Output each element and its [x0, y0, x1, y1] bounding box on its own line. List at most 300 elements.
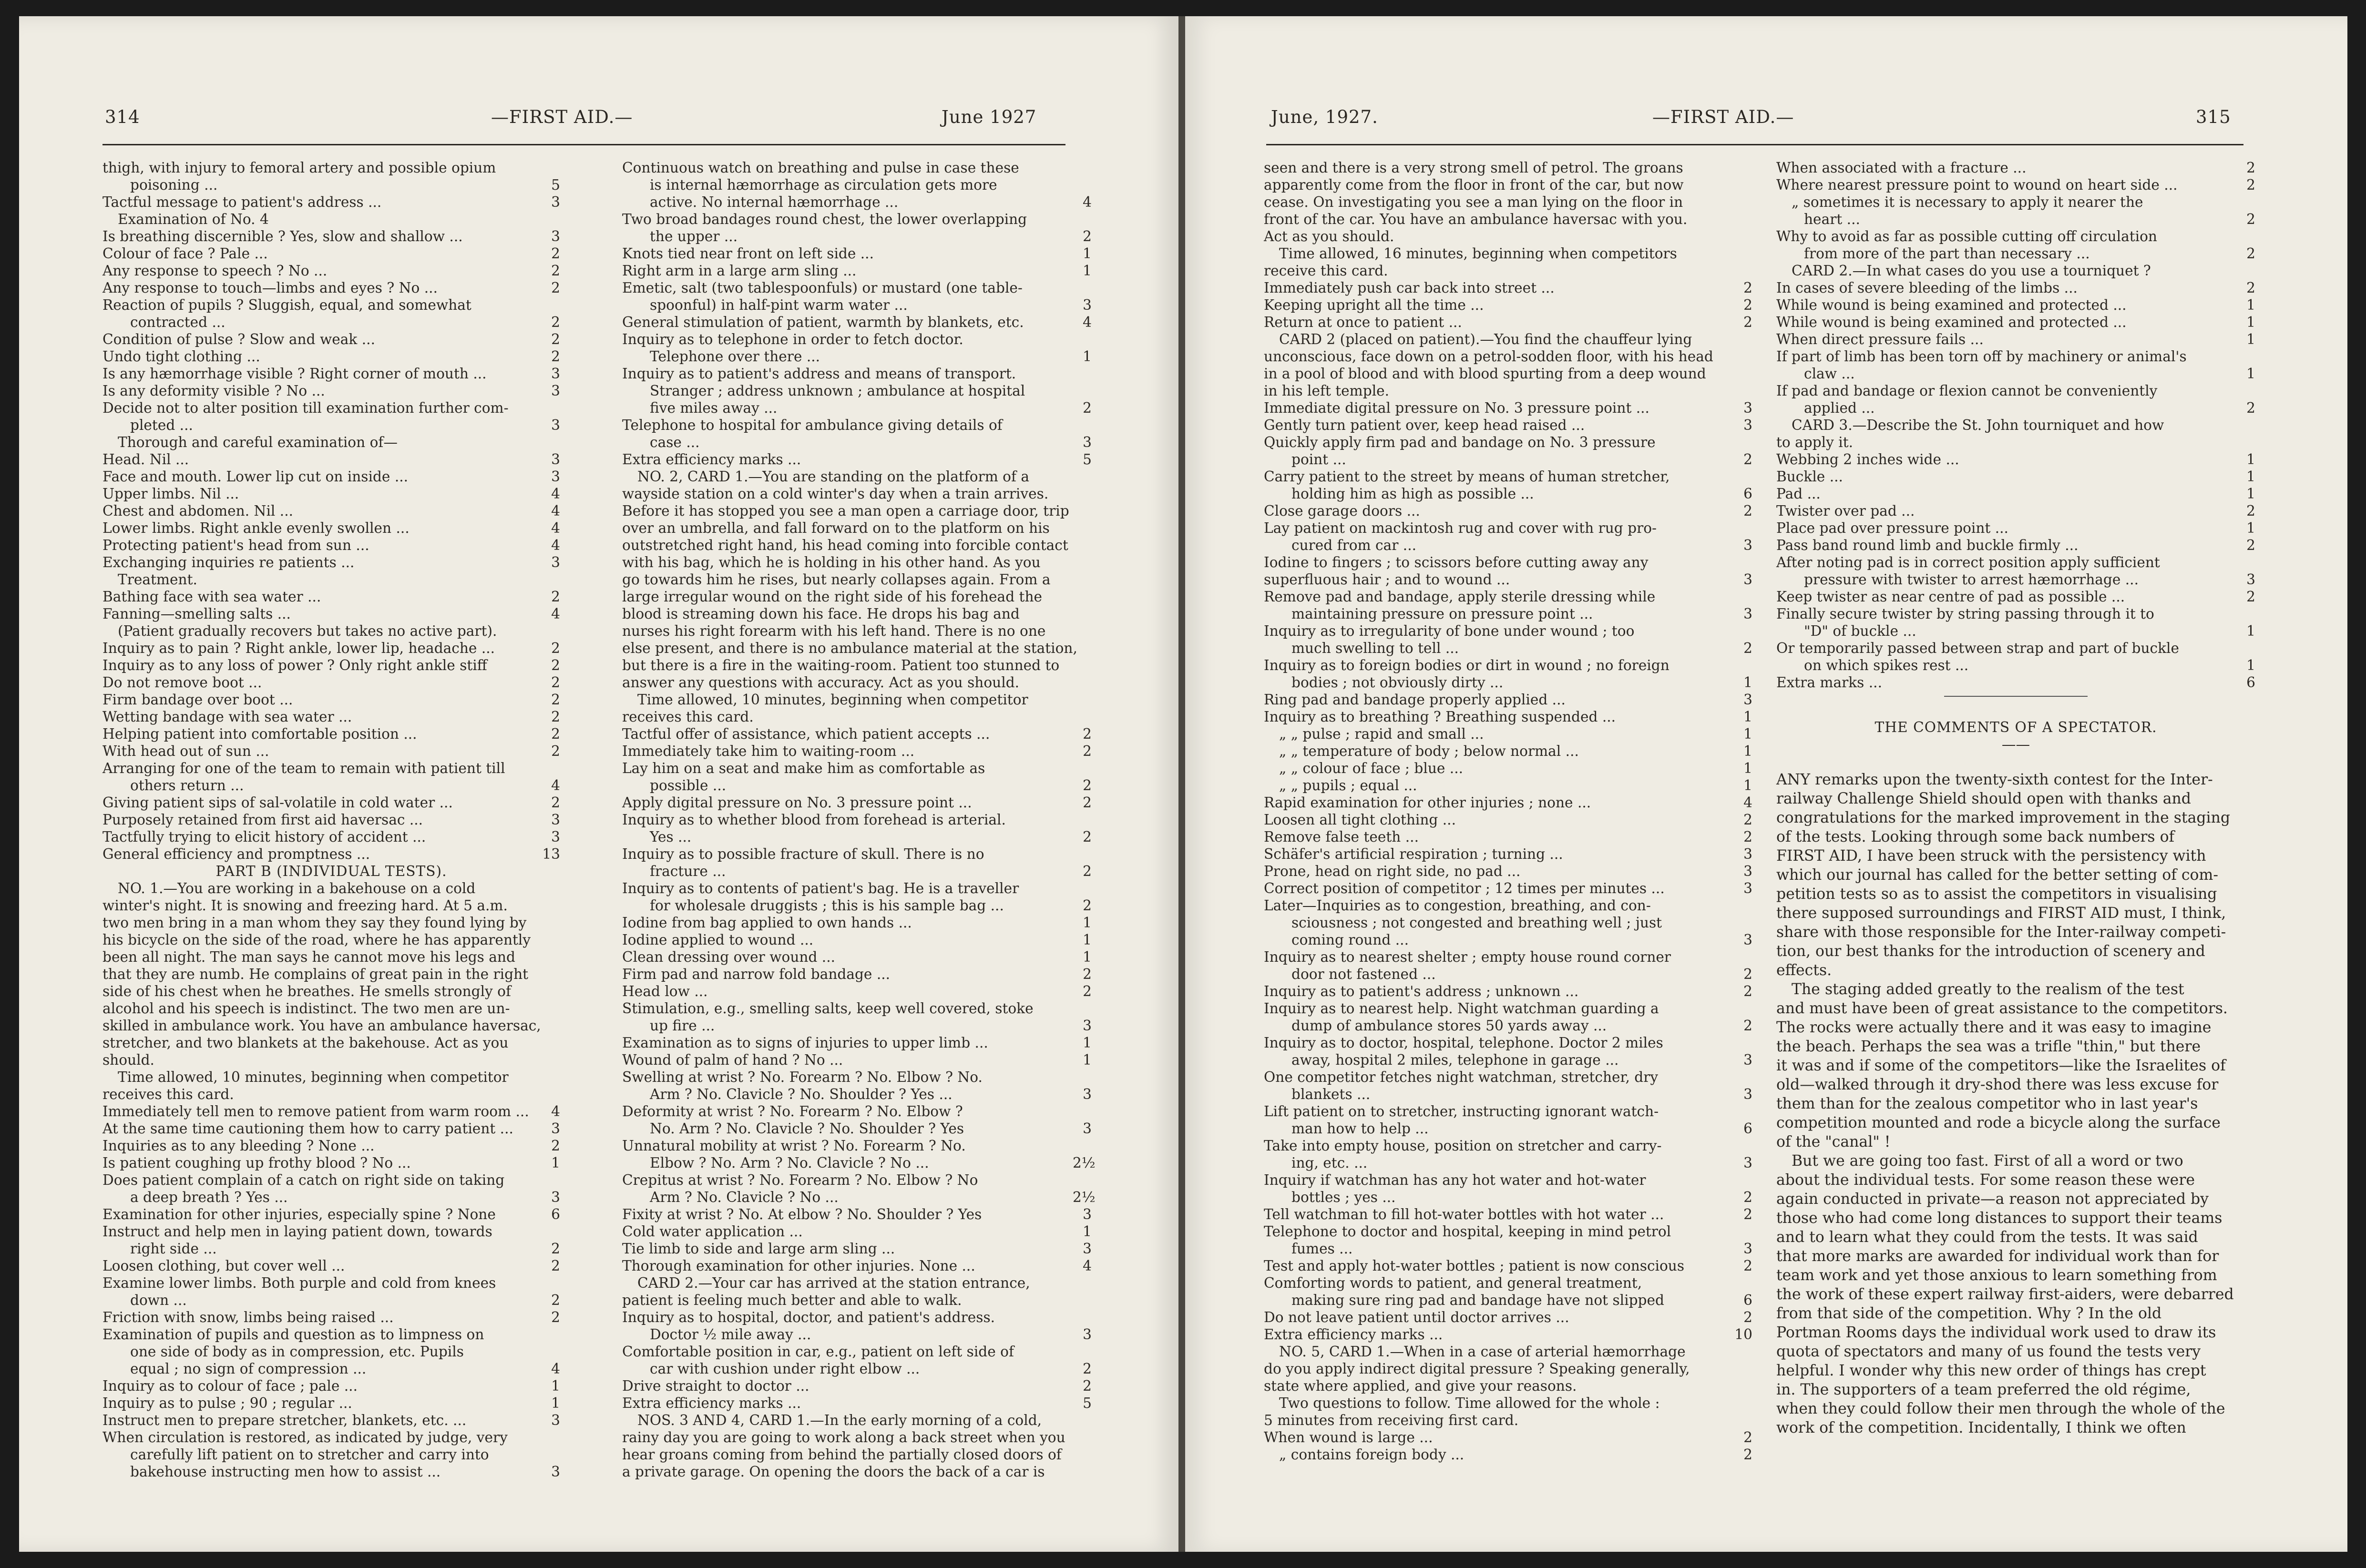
text-line	[622, 537, 1092, 554]
text-line	[1264, 588, 1752, 605]
text-line	[1264, 159, 1752, 176]
marks-value: 3	[1733, 537, 1752, 554]
text-line	[1776, 980, 2255, 999]
marks-value: 2	[541, 725, 560, 743]
marks-value: 2	[541, 1292, 560, 1309]
text-line	[1776, 622, 2255, 640]
marks-value: 6	[2236, 674, 2255, 691]
text-line	[1776, 468, 2255, 485]
text-line	[622, 914, 1092, 931]
line-text: Remove pad and bandage, apply sterile dressing while	[1264, 589, 1656, 605]
line-text: Gently turn patient over, keep head raised ...	[1264, 417, 1585, 433]
line-text: the work of these expert railway first-aiders, were debarred	[1776, 1286, 2234, 1303]
marks-value: 5	[1073, 1395, 1092, 1412]
line-text: CARD 2.—Your car has arrived at the station entrance,	[637, 1275, 1030, 1291]
text-line	[1776, 1361, 2255, 1380]
line-text: Tactfully trying to elicit history of accident ...	[102, 829, 426, 845]
marks-value: 2	[1073, 863, 1092, 880]
line-text: „ „ temperature of body ; below normal ...	[1279, 743, 1579, 759]
text-line	[1264, 468, 1752, 485]
marks-value: 1	[2236, 365, 2255, 382]
line-text: One competitor fetches night watchman, stretcher, dry	[1264, 1069, 1659, 1085]
line-text: Fanning—smelling salts ...	[102, 606, 291, 622]
line-text: Emetic, salt (two tablespoonfuls) or mustard (one table-	[622, 280, 1023, 296]
text-line	[1264, 365, 1752, 382]
line-text: Do not leave patient until doctor arrives ...	[1264, 1309, 1569, 1325]
line-text: Return at once to patient ...	[1264, 314, 1462, 330]
text-line	[622, 211, 1092, 228]
text-line	[102, 691, 560, 708]
text-line	[102, 1120, 560, 1137]
marks-value: 3	[1733, 1154, 1752, 1171]
line-text: else present, and there is no ambulance material at the station,	[622, 640, 1077, 656]
line-text: competition mounted and rode a bicycle along the surface	[1776, 1114, 2221, 1131]
text-line	[1264, 897, 1752, 914]
text-line	[1264, 245, 1752, 262]
marks-value: 1	[1073, 1051, 1092, 1069]
text-line	[102, 382, 560, 399]
line-text: Inquiry as to pain ? Right ankle, lower lip, headache ...	[102, 640, 495, 656]
text-line	[1264, 708, 1752, 725]
marks-value: 2	[1733, 1206, 1752, 1223]
line-text: Place pad over pressure point ...	[1776, 520, 2008, 536]
marks-value: 6	[1733, 485, 1752, 502]
marks-value: 4	[1073, 314, 1092, 331]
line-text: „ „ pulse ; rapid and small ...	[1279, 726, 1484, 742]
line-text: of the "canal" !	[1776, 1133, 1891, 1151]
marks-value: 2	[541, 245, 560, 262]
line-text: Two broad bandages round chest, the lower overlapping	[622, 211, 1027, 227]
text-line	[102, 1000, 560, 1017]
line-text: tion, our best thanks for the introduction of scenery and	[1776, 943, 2205, 960]
marks-value: 2	[1073, 828, 1092, 845]
line-text: Later—Inquiries as to congestion, breathing, and con-	[1264, 897, 1651, 914]
text-line	[102, 1309, 560, 1326]
marks-value: 3	[1733, 417, 1752, 434]
marks-value: 3	[2236, 571, 2255, 588]
marks-value: 1	[1073, 262, 1092, 279]
line-text: Exchanging inquiries re patients ...	[102, 554, 355, 570]
text-line	[1264, 502, 1752, 519]
text-line	[1264, 279, 1752, 296]
marks-value: 1	[2236, 519, 2255, 537]
text-line	[622, 811, 1092, 828]
line-text: Undo tight clothing ...	[102, 348, 260, 365]
marks-value: 3	[1733, 691, 1752, 708]
line-text: coming round ...	[1291, 932, 1409, 948]
text-line	[102, 1395, 560, 1412]
line-text: 5 minutes from receiving first card.	[1264, 1412, 1519, 1428]
text-line	[102, 571, 560, 588]
line-text: it was and if some of the competitors—like the Israelites of	[1776, 1057, 2226, 1074]
line-text: When circulation is restored, as indicated by judge, very	[102, 1429, 508, 1446]
text-line	[1264, 931, 1752, 948]
line-text: Twister over pad ...	[1776, 503, 1915, 519]
line-text: Inquiry if watchman has any hot water and hot-water	[1264, 1172, 1646, 1188]
marks-value: 3	[541, 1120, 560, 1137]
line-text: receive this card.	[1264, 263, 1388, 279]
text-line	[102, 1069, 560, 1086]
line-text: point ...	[1291, 451, 1346, 468]
line-text: Why to avoid as far as possible cutting off circulation	[1776, 228, 2157, 244]
text-line	[622, 331, 1092, 348]
text-line	[1776, 571, 2255, 588]
text-line	[1776, 1228, 2255, 1247]
text-line	[622, 296, 1092, 314]
line-text: unconscious, face down on a petrol-sodden floor, with his head	[1264, 348, 1713, 365]
text-line	[1776, 1132, 2255, 1151]
line-text: there supposed surroundings and FIRST AID must, I think,	[1776, 905, 2226, 922]
text-line	[622, 1429, 1092, 1446]
line-text: Is any deformity visible ? No ...	[102, 383, 325, 399]
marks-value: 1	[2236, 485, 2255, 502]
text-line	[102, 348, 560, 365]
line-text: five miles away ...	[650, 400, 778, 416]
line-text: Doctor ½ mile away ...	[650, 1326, 811, 1343]
marks-value: 4	[1073, 1257, 1092, 1274]
text-line	[622, 760, 1092, 777]
line-text: again conducted in private—a reason not appreciated by	[1776, 1191, 2209, 1208]
line-text: Inquiry as to pulse ; 90 ; regular ...	[102, 1395, 352, 1411]
line-text: Lay him on a seat and make him as comfortable as	[622, 760, 985, 776]
marks-value: 4	[541, 502, 560, 519]
text-line	[1776, 923, 2255, 942]
right-column-2	[1776, 159, 2255, 1437]
line-text: Head. Nil ...	[102, 451, 189, 468]
book-gutter	[1178, 16, 1185, 1552]
marks-value: 1	[541, 1377, 560, 1395]
text-line	[102, 485, 560, 502]
line-text: fumes ...	[1291, 1241, 1353, 1257]
text-line	[1264, 725, 1752, 743]
marks-value: 5	[541, 176, 560, 193]
text-line	[1264, 622, 1752, 640]
line-text: NO. 1.—You are working in a bakehouse on a cold	[118, 880, 476, 896]
line-text: Examine lower limbs. Both purple and cold from knees	[102, 1275, 496, 1291]
marks-value: 3	[1733, 571, 1752, 588]
text-line	[622, 897, 1092, 914]
text-line	[102, 193, 560, 211]
line-text: much swelling to tell ...	[1291, 640, 1459, 656]
text-line	[1776, 348, 2255, 365]
marks-value: 2	[1733, 1446, 1752, 1463]
line-text: down ...	[130, 1292, 187, 1308]
line-text: CARD 2.—In what cases do you use a tourniquet ?	[1792, 263, 2151, 279]
marks-value: 2	[1073, 725, 1092, 743]
text-line	[622, 948, 1092, 966]
line-text: Tactful offer of assistance, which patient accepts ...	[622, 726, 990, 742]
line-text: cease. On investigating you see a man lying on the floor in	[1264, 194, 1683, 210]
text-line	[1776, 885, 2255, 904]
marks-value: 2	[541, 640, 560, 657]
line-text: contracted ...	[130, 314, 225, 330]
line-text: share with those responsible for the Inter-railway competi-	[1776, 924, 2226, 941]
marks-value: 2	[2236, 588, 2255, 605]
text-line	[1776, 1380, 2255, 1399]
text-line	[1776, 1190, 2255, 1209]
marks-value: 3	[541, 382, 560, 399]
marks-value: 2	[1733, 983, 1752, 1000]
marks-value: 2	[541, 331, 560, 348]
line-text: a deep breath ? Yes ...	[130, 1189, 288, 1205]
line-text: the beach. Perhaps the sea was a trifle "thin," but there	[1776, 1038, 2201, 1055]
text-line	[102, 845, 560, 863]
line-text: Take into empty house, position on stretcher and carry-	[1264, 1138, 1662, 1154]
text-line	[102, 1377, 560, 1395]
line-text: Iodine applied to wound ...	[622, 932, 814, 948]
line-text: Cold water application ...	[622, 1223, 803, 1240]
marks-value: 3	[541, 1189, 560, 1206]
line-text: Tactful message to patient's address ...	[102, 194, 382, 210]
text-line	[102, 1034, 560, 1051]
text-line	[622, 1257, 1092, 1274]
line-text: in. The supporters of a team preferred the old régime,	[1776, 1381, 2191, 1398]
line-text: „ „ colour of face ; blue ...	[1279, 760, 1464, 776]
line-text: Inquiry as to contents of patient's bag. He is a traveller	[622, 880, 1019, 896]
line-text: but there is a fire in the waiting-room. Patient too stunned to	[622, 657, 1060, 673]
text-line	[1776, 331, 2255, 348]
marks-value: 4	[1073, 193, 1092, 211]
text-line	[1264, 485, 1752, 502]
text-line	[622, 777, 1092, 794]
text-line	[1264, 296, 1752, 314]
text-line	[1264, 1429, 1752, 1446]
line-text: do you apply indirect digital pressure ? Speaking generally,	[1264, 1361, 1690, 1377]
line-text: applied ...	[1804, 400, 1875, 416]
line-text: Lift patient on to stretcher, instructing ignorant watch-	[1264, 1103, 1659, 1120]
text-line	[102, 468, 560, 485]
marks-value: 2	[541, 588, 560, 605]
line-text: with his bag, which he is holding in his other hand. As you	[622, 554, 1041, 570]
marks-value: 3	[1733, 931, 1752, 948]
text-line	[1776, 588, 2255, 605]
text-line	[622, 468, 1092, 485]
text-line	[622, 1206, 1092, 1223]
line-text: Elbow ? No. Arm ? No. Clavicle ? No ...	[650, 1155, 929, 1171]
marks-value: 4	[541, 1360, 560, 1377]
line-text: man how to help ...	[1291, 1120, 1429, 1137]
text-line	[1264, 691, 1752, 708]
text-line	[1776, 417, 2255, 434]
text-line	[102, 640, 560, 657]
line-text: that more marks are awarded for individual work than for	[1776, 1248, 2219, 1265]
text-line	[102, 1360, 560, 1377]
line-text: to apply it.	[1776, 434, 1854, 450]
marks-value: 2	[2236, 211, 2255, 228]
line-text: hear groans coming from behind the partially closed doors of	[622, 1446, 1062, 1463]
text-line	[1776, 399, 2255, 417]
text-line	[622, 571, 1092, 588]
line-text: Deformity at wrist ? No. Forearm ? No. Elbow ?	[622, 1103, 963, 1120]
text-line	[622, 279, 1092, 296]
marks-value: 1	[2236, 622, 2255, 640]
line-text: Finally secure twister by string passing through it to	[1776, 606, 2154, 622]
line-text: receives this card.	[622, 709, 754, 725]
line-text: blood is streaming down his face. He drops his bag and	[622, 606, 1020, 622]
text-line	[102, 897, 560, 914]
text-line	[1264, 331, 1752, 348]
line-text: Immediate digital pressure on No. 3 pressure point ...	[1264, 400, 1649, 416]
marks-value: 6	[1733, 1120, 1752, 1137]
line-text: Inquiries as to any bleeding ? None ...	[102, 1138, 375, 1154]
text-line	[622, 1223, 1092, 1240]
text-line	[622, 1326, 1092, 1343]
marks-value: 5	[1073, 451, 1092, 468]
line-text: blankets ...	[1291, 1086, 1371, 1102]
line-text: CARD 2 (placed on patient).—You find the chauffeur lying	[1279, 331, 1692, 347]
text-line	[102, 828, 560, 845]
marks-value: 1	[2236, 451, 2255, 468]
line-text: Purposely retained from first aid haversac ...	[102, 812, 423, 828]
line-text: Examination of pupils and question as to limpness on	[102, 1326, 484, 1343]
line-text: up fire ...	[650, 1018, 715, 1034]
line-text: Iodine from bag applied to own hands ...	[622, 915, 912, 931]
marks-value: 4	[1733, 794, 1752, 811]
line-text: General stimulation of patient, warmth by blankets, etc.	[622, 314, 1024, 330]
marks-value: 1	[1073, 914, 1092, 931]
marks-value: 3	[541, 193, 560, 211]
line-text: Extra efficiency marks ...	[622, 1395, 801, 1411]
text-line	[102, 605, 560, 622]
marks-value: 2	[1073, 399, 1092, 417]
left-date: June 1927	[942, 107, 1037, 127]
line-text: Webbing 2 inches wide ...	[1776, 451, 1959, 468]
text-line	[1264, 777, 1752, 794]
text-line	[1264, 1137, 1752, 1154]
line-text: Tell watchman to fill hot-water bottles with hot water ...	[1264, 1206, 1664, 1222]
line-text: skilled in ambulance work. You have an ambulance haversac,	[102, 1018, 541, 1034]
text-line	[1264, 1412, 1752, 1429]
line-text: quota of spectators and many of us found the tests very	[1776, 1343, 2201, 1360]
text-line	[622, 348, 1092, 365]
line-text: seen and there is a very strong smell of petrol. The groans	[1264, 160, 1683, 176]
text-line	[102, 1343, 560, 1360]
text-line	[102, 1326, 560, 1343]
line-text: Two questions to follow. Time allowed for the whole :	[1279, 1395, 1660, 1411]
line-text: ing, etc. ...	[1291, 1155, 1368, 1171]
text-line	[1264, 1069, 1752, 1086]
marks-value: 2	[2236, 537, 2255, 554]
text-line	[1264, 1051, 1752, 1069]
text-line	[1264, 674, 1752, 691]
line-text: Inquiry as to whether blood from forehead is arterial.	[622, 812, 1006, 828]
right-page-number: 315	[2196, 107, 2231, 127]
line-text: helpful. I wonder why this new order of things has crept	[1776, 1362, 2206, 1379]
text-line	[622, 1120, 1092, 1137]
line-text: Keeping upright all the time ...	[1264, 297, 1484, 313]
line-text: Tie limb to side and large arm sling ...	[622, 1241, 895, 1257]
text-line	[1776, 942, 2255, 961]
line-text: Lay patient on mackintosh rug and cover with rug pro-	[1264, 520, 1657, 536]
text-line	[622, 1240, 1092, 1257]
text-line	[622, 554, 1092, 571]
text-line	[102, 1103, 560, 1120]
text-line	[102, 725, 560, 743]
line-text: in his left temple.	[1264, 383, 1390, 399]
line-text: Giving patient sips of sal-volatile in cold water ...	[102, 794, 453, 811]
marks-value: 1	[541, 1395, 560, 1412]
line-text: Is any hæmorrhage visible ? Right corner of mouth ...	[102, 366, 487, 382]
text-line	[102, 1292, 560, 1309]
line-text: Is patient coughing up frothy blood ? No ...	[102, 1155, 411, 1171]
text-line	[102, 228, 560, 245]
text-line	[1264, 1120, 1752, 1137]
line-text: side of his chest when he breathes. He smells strongly of	[102, 983, 511, 999]
line-text: patient is feeling much better and able to walk.	[622, 1292, 962, 1308]
text-line	[622, 931, 1092, 948]
line-text: NO. 2, CARD 1.—You are standing on the platform of a	[637, 468, 1030, 485]
text-line	[102, 399, 560, 417]
text-line	[1264, 1206, 1752, 1223]
marks-value: 2	[541, 708, 560, 725]
line-text: Right arm in a large arm sling ...	[622, 263, 857, 279]
marks-value: 2	[541, 1240, 560, 1257]
marks-value: 1	[1073, 348, 1092, 365]
line-text: Inquiry as to hospital, doctor, and patient's address.	[622, 1309, 995, 1325]
text-line	[1776, 719, 2255, 736]
marks-value: 2	[2236, 399, 2255, 417]
line-text: equal ; no sign of compression ...	[130, 1361, 367, 1377]
text-line	[1776, 605, 2255, 622]
text-line	[1776, 1342, 2255, 1361]
text-line	[1776, 176, 2255, 193]
text-line	[622, 622, 1092, 640]
line-text: on which spikes rest ...	[1804, 657, 1969, 673]
line-text: Quickly apply firm pad and bandage on No. 3 pressure	[1264, 434, 1656, 450]
line-text: holding him as high as possible ...	[1291, 486, 1534, 502]
marks-value: 1	[2236, 314, 2255, 331]
text-line	[622, 880, 1092, 897]
text-line	[1776, 846, 2255, 865]
text-line	[1776, 279, 2255, 296]
line-text: Decide not to alter position till examination further com-	[102, 400, 509, 416]
text-line	[1264, 1377, 1752, 1395]
text-line	[1264, 314, 1752, 331]
marks-value: 1	[1733, 725, 1752, 743]
line-text: effects.	[1776, 962, 1832, 979]
text-line	[622, 1395, 1092, 1412]
line-text: Extra marks ...	[1776, 674, 1882, 691]
marks-value: 2½	[1073, 1189, 1096, 1205]
line-text: Inquiry as to breathing ? Breathing suspended ...	[1264, 709, 1616, 725]
marks-value: 2	[1733, 966, 1752, 983]
line-text: CARD 3.—Describe the St. John tourniquet and how	[1792, 417, 2164, 433]
line-text: sciousness ; not congested and breathing well ; just	[1291, 915, 1662, 931]
text-line	[1264, 1223, 1752, 1240]
text-line	[1776, 961, 2255, 980]
text-line	[102, 1429, 560, 1446]
line-text: Lower limbs. Right ankle evenly swollen ...	[102, 520, 410, 536]
text-line	[102, 1446, 560, 1463]
text-line	[1776, 228, 2255, 245]
text-line	[102, 1171, 560, 1189]
marks-value: 2	[541, 348, 560, 365]
line-text: General efficiency and promptness ...	[102, 846, 370, 862]
line-text: PART B (INDIVIDUAL TESTS).	[215, 863, 447, 879]
text-line	[622, 1051, 1092, 1069]
text-line	[1264, 1309, 1752, 1326]
marks-value: 4	[541, 537, 560, 554]
line-text: others return ...	[130, 777, 244, 794]
marks-value: 3	[541, 1463, 560, 1480]
text-line	[102, 434, 560, 451]
marks-value: 2	[541, 1137, 560, 1154]
text-line	[622, 1274, 1092, 1292]
text-line	[622, 743, 1092, 760]
marks-value: 10	[1733, 1326, 1752, 1343]
marks-value: 2	[541, 1309, 560, 1326]
marks-value: 1	[1733, 777, 1752, 794]
